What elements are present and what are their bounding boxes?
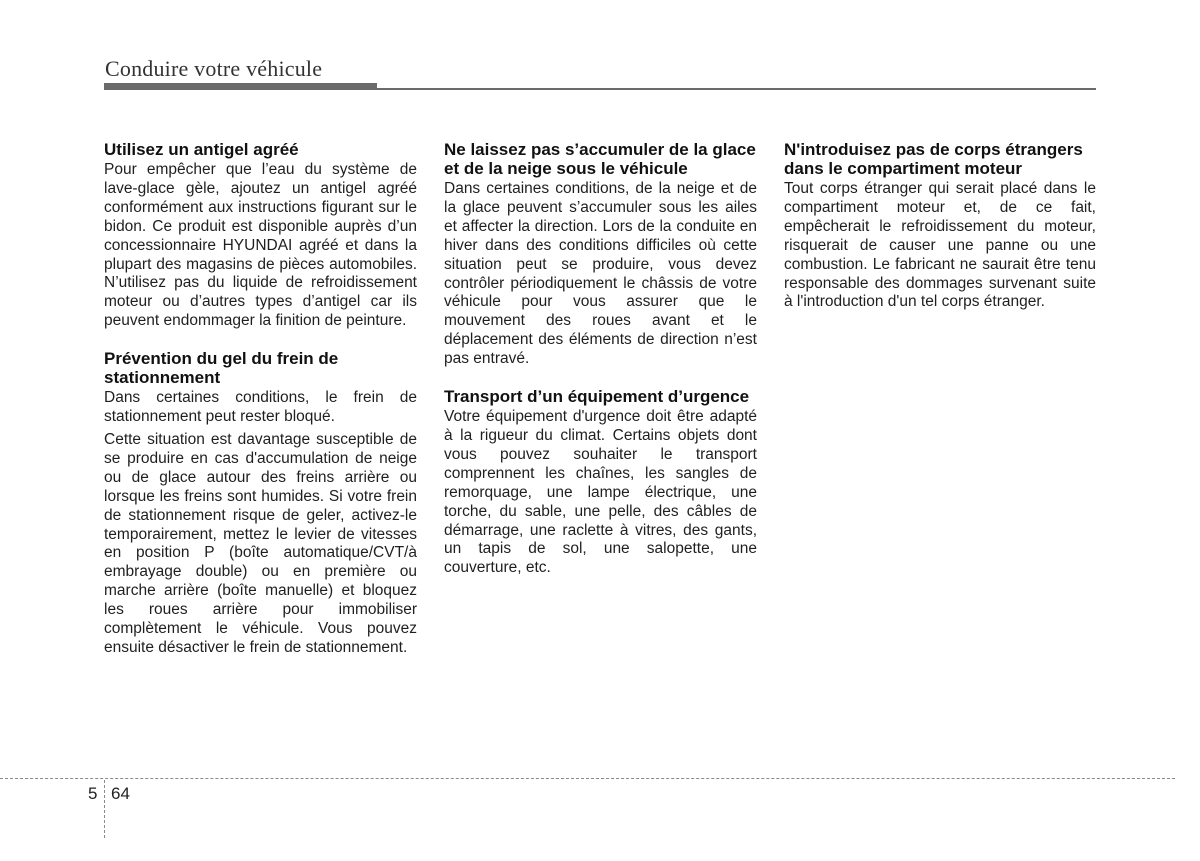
section-paragraph: Cette situation est davantage susceptible de se produire en cas d'accumulation de neige ou de glace autour des freins arrière ou lorsque les freins sont humides. Si votre frein de stationnement risque de geler, activez-le temporairement, mettez le levier de vitesses en position P (boîte automatique/CVT/à embrayage double) ou en première ou marche arrière (boîte manuelle) et bloquez les roues arrière pour immobiliser complètement le véhicule. Vous pouvez ensuite désactiver le frein de stationnement.: [104, 430, 417, 656]
column-2: [444, 140, 757, 596]
column-3: [784, 140, 1096, 330]
header-rule-thin: [377, 88, 1096, 90]
section-title: Transport d’un équipement d’urgence: [444, 387, 750, 407]
section-glace-neige: [444, 140, 757, 369]
section-paragraph: Tout corps étranger qui serait placé dans le compartiment moteur et, de ce fait, empêcherait le refroidissement du moteur, risquerait de causer une panne ou une combustion. Le fabricant ne saurait être tenu responsable des dommages survenant suite à l'introduction d'un tel corps étranger.: [784, 180, 1096, 311]
section-corps-etrangers: [784, 140, 1096, 312]
header-rule-thick: [104, 83, 377, 90]
page-number: 64: [111, 784, 130, 803]
section-frein-stationnement: [104, 349, 417, 658]
section-title: Ne laissez pas s’accumuler de la glace et de la neige sous le véhicule: [444, 140, 756, 178]
page-header-title: Conduire votre véhicule: [105, 56, 323, 81]
footer-dashed-rule: [0, 778, 1175, 779]
chapter-number: 5: [88, 784, 98, 803]
section-paragraph: Dans certaines conditions, de la neige et de la glace peuvent s’accumuler sous les ailes et affecter la direction. Lors de la conduite en hiver dans des conditions difficiles où cette situation peut se produire, vous devez contrôler périodiquement le châssis de votre véhicule pour vous assurer que le mouvement des roues avant et le déplacement des éléments de direction n’est pas entravé.: [444, 180, 757, 368]
section-paragraph: Votre équipement d'urgence doit être adapté à la rigueur du climat. Certains objets dont vous pouvez souhaiter le transport comprennent les chaînes, les sangles de remorquage, une lampe électrique, une torche, du sable, une pelle, des câbles de démarrage, une raclette à vitres, des gants, un tapis de sol, une salopette, une couverture, etc.: [444, 408, 757, 577]
section-equipement-urgence: [444, 387, 757, 578]
section-antigel: [104, 140, 417, 331]
column-1: [104, 140, 417, 676]
section-paragraph: Dans certaines conditions, le frein de stationnement peut rester bloqué.: [104, 389, 417, 426]
footer-dashed-divider: [104, 780, 105, 838]
section-title: N'introduisez pas de corps étrangers dans le compartiment moteur: [784, 140, 1083, 178]
section-title: Prévention du gel du frein de stationnement: [104, 349, 339, 388]
section-title: Utilisez un antigel agréé: [104, 140, 299, 159]
section-paragraph: Pour empêcher que l’eau du système de lave-glace gèle, ajoutez un antigel agréé conformément aux instructions figurant sur le bidon. Ce produit est disponible auprès d’un concessionnaire HYUNDAI agréé et dans la plupart des magasins de pièces automobiles. N’utilisez pas du liquide de refroidissement moteur ou d’autres types d’antigel car ils peuvent endommager la finition de peinture.: [104, 161, 417, 330]
